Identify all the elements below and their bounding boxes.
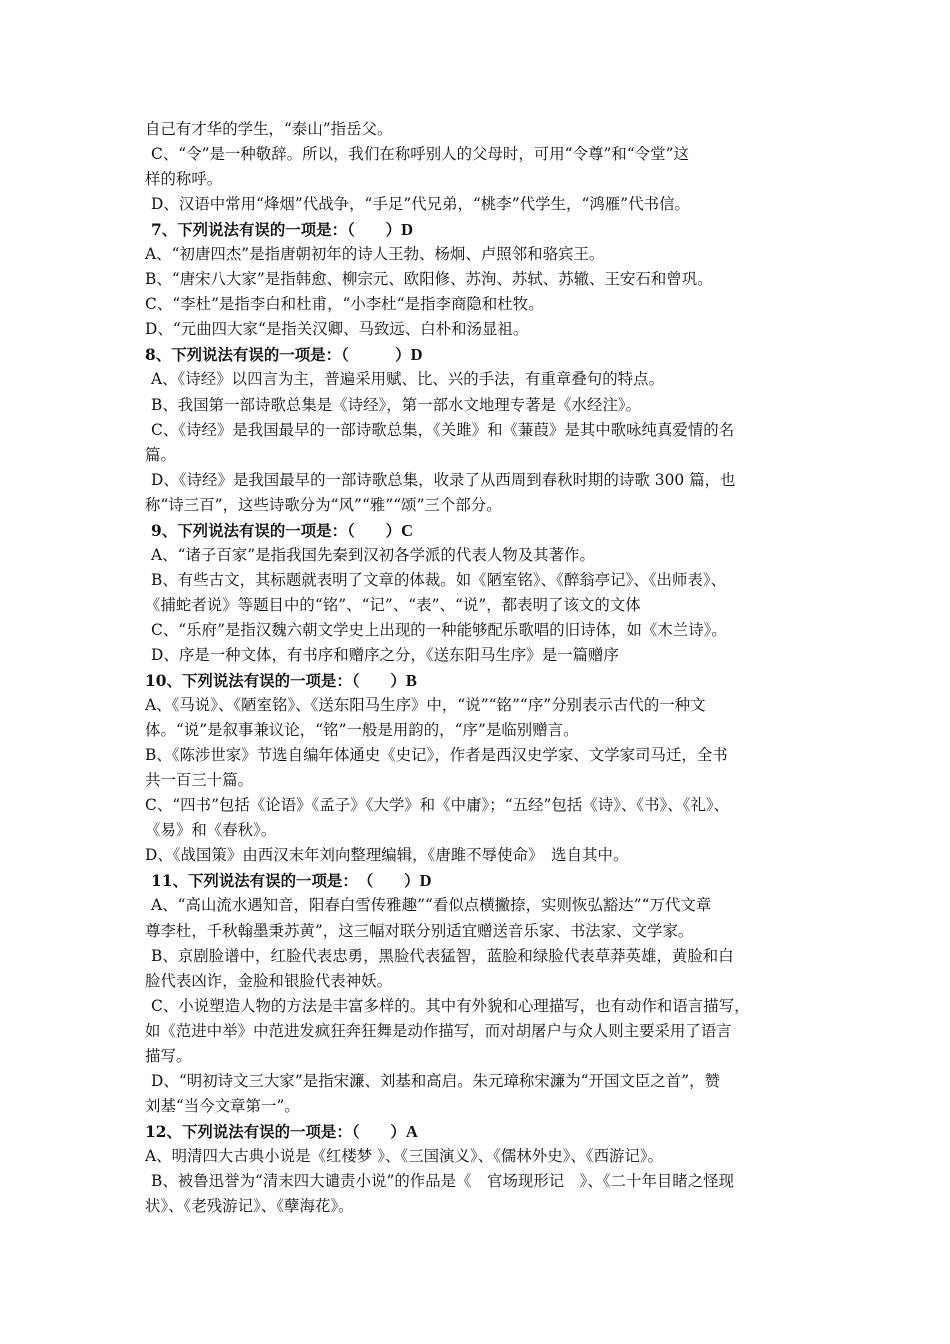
line-text: B、被鲁迅誉为“清末四大谴责小说”的作品是《 官场现形记 》、《二十年目睹之怪现: [151, 1171, 735, 1190]
text-line: [145, 1094, 813, 1119]
text-line: [145, 493, 813, 518]
text-line: [145, 317, 813, 342]
text-line: [145, 944, 813, 969]
text-line: [145, 1069, 813, 1094]
line-text: C、“李杜”是指李白和杜甫，“小李杜“是指李商隐和杜牧。: [145, 295, 544, 314]
question-stem: 8、下列说法有误的一项是：（ ）: [145, 346, 411, 365]
line-text: 自己有才华的学生，“泰山”指岳父。: [145, 120, 393, 138]
line-text: C、“令”是一种敬辞。所以，我们在称呼别人的父母时，可用“令尊”和“令堂”这: [151, 145, 689, 164]
text-line: [145, 893, 813, 918]
document-body: [145, 117, 813, 1219]
question-line: [145, 342, 813, 367]
line-text: A、《马说》、《陋室铭》、《送东阳马生序》中，“说”“铭”“序”分别表示古代的一种文: [145, 696, 706, 715]
text-line: [145, 693, 813, 718]
text-line: [145, 117, 813, 142]
text-line: [145, 393, 813, 418]
text-line: [145, 743, 813, 768]
text-line: [145, 643, 813, 668]
line-text: D、“明初诗文三大家”是指宋濂、刘基和高启。朱元璋称宋濂为“开国文臣之首”，赞: [151, 1071, 721, 1090]
line-text: D、汉语中常用“烽烟”代战争，“手足”代兄弟，“桃李”代学生，“鸿雁”代书信。: [151, 195, 690, 214]
line-text: C、“四书”包括《论语》《孟子》《大学》和《中庸》；“五经”包括《诗》、《书》、《礼》、: [145, 796, 730, 815]
text-line: [145, 543, 813, 568]
line-text: 样的称呼。: [145, 170, 223, 189]
text-line: [145, 468, 813, 493]
text-line: [145, 593, 813, 618]
question-stem: 11、下列说法有误的一项是： （ ）: [151, 872, 420, 891]
line-text: 如《范进中举》中范进发疯狂奔狂舞是动作描写，而对胡屠户与众人则主要采用了语言: [145, 1021, 732, 1040]
answer-letter: D: [419, 871, 432, 891]
text-line: [145, 1169, 813, 1194]
line-text: B、京剧脸谱中，红脸代表忠勇，黑脸代表猛智，蓝脸和绿脸代表草莽英雄，黄脸和白: [151, 946, 734, 965]
text-line: [145, 618, 813, 643]
text-line: [145, 843, 813, 868]
text-line: [145, 1044, 813, 1069]
answer-letter: D: [401, 220, 414, 240]
text-line: [145, 267, 813, 292]
text-line: [145, 1144, 813, 1169]
text-line: [145, 142, 813, 167]
text-line: [145, 768, 813, 793]
line-text: 尊李杜，千秋翰墨秉苏黄”，这三幅对联分别适宜赠送音乐家、书法家、文学家。: [145, 921, 694, 940]
question-stem: 9、下列说法有误的一项是：（ ）: [151, 521, 402, 540]
question-line: [145, 1119, 813, 1144]
line-text: 《易》和《春秋》。: [145, 821, 277, 840]
text-line: [145, 418, 813, 443]
line-text: D、《诗经》是我国最早的一部诗歌总集，收录了从西周到春秋时期的诗歌 300 篇，也: [151, 470, 736, 489]
line-text: B、有些古文，其标题就表明了文章的体裁。如《陋室铭》、《醉翁亭记》、《出师表》、: [151, 570, 727, 589]
question-line: [145, 668, 813, 693]
text-line: [145, 242, 813, 267]
line-text: A、明清四大古典小说是《红楼梦 》、《三国演义》、《儒林外史》、《西游记》。: [145, 1146, 664, 1165]
question-line: [145, 217, 813, 242]
line-text: A、“高山流水遇知音，阳春白雪传雅趣”“看似点横撇捺，实则恢弘豁达”“万代文章: [151, 896, 712, 915]
line-text: A、“诸子百家”是指我国先秦到汉初各学派的代表人物及其著作。: [151, 545, 595, 564]
text-line: [145, 994, 813, 1019]
question-stem: 7、下列说法有误的一项是：（ ）: [151, 221, 402, 240]
line-text: 状》、《老残游记》、《孽海花》。: [145, 1197, 354, 1216]
text-line: [145, 718, 813, 743]
line-text: D、序是一种文体，有书序和赠序之分，《送东阳马生序》是一篇赠序: [151, 645, 619, 664]
line-text: 称“诗三百”，这些诗歌分为“风”“雅”“颂”三个部分。: [145, 495, 502, 514]
question-stem: 10、下列说法有误的一项是：（ ）: [145, 672, 406, 691]
text-line: [145, 969, 813, 994]
text-line: [145, 192, 813, 217]
line-text: C、《诗经》是我国最早的一部诗歌总集，《关雎》和《蒹葭》是其中歌咏纯真爱情的名: [151, 420, 735, 439]
line-text: C、“乐府”是指汉魏六朝文学史上出现的一种能够配乐歌唱的旧诗体，如《木兰诗》。: [151, 620, 727, 639]
text-line: [145, 919, 813, 944]
line-text: D、“元曲四大家“是指关汉卿、马致远、白朴和汤显祖。: [145, 320, 529, 339]
line-text: 体。“说”是叙事兼议论，“铭”一般是用韵的，“序”是临别赠言。: [145, 721, 579, 740]
line-text: 《捕蛇者说》等题目中的“铭”、“记”、“表”、“说”，都表明了该文的文体: [145, 595, 641, 614]
text-line: [145, 292, 813, 317]
question-stem: 12、下列说法有误的一项是：（ ）: [145, 1122, 406, 1141]
text-line: [145, 443, 813, 468]
question-line: [145, 518, 813, 543]
text-line: [145, 793, 813, 818]
text-line: [145, 1194, 813, 1219]
answer-letter: B: [405, 671, 417, 691]
line-text: A、“初唐四杰”是指唐朝初年的诗人王勃、杨炯、卢照邻和骆宾王。: [145, 245, 605, 264]
line-text: 描写。: [145, 1046, 192, 1065]
line-text: 脸代表凶诈，金脸和银脸代表神妖。: [145, 971, 393, 990]
text-line: [145, 1019, 813, 1044]
line-text: A、《诗经》以四言为主，普遍采用赋、比、兴的手法，有重章叠句的特点。: [151, 370, 665, 389]
line-text: B、我国第一部诗歌总集是《诗经》，第一部水文地理专著是《水经注》。: [151, 395, 642, 414]
line-text: 篇。: [145, 445, 176, 464]
line-text: 刘基“当今文章第一”。: [145, 1096, 300, 1115]
line-text: 共一百三十篇。: [145, 771, 254, 790]
line-text: B、“唐宋八大家”是指韩愈、柳宗元、欧阳修、苏洵、苏轼、苏辙、王安石和曾巩。: [145, 270, 713, 289]
line-text: B、《陈涉世家》节选自编年体通史《史记》，作者是西汉史学家、文学家司马迁，全书: [145, 746, 728, 765]
text-line: [145, 167, 813, 192]
line-text: C、小说塑造人物的方法是丰富多样的。其中有外貌和心理描写，也有动作和语言描写，: [151, 996, 750, 1015]
answer-letter: A: [405, 1121, 418, 1141]
text-line: [145, 367, 813, 392]
line-text: D、《战国策》由西汉末年刘向整理编辑，《唐雎不辱使命》 选自其中。: [145, 846, 629, 865]
text-line: [145, 568, 813, 593]
question-line: [145, 868, 813, 893]
answer-letter: C: [401, 520, 414, 540]
text-line: [145, 818, 813, 843]
answer-letter: D: [410, 345, 423, 365]
